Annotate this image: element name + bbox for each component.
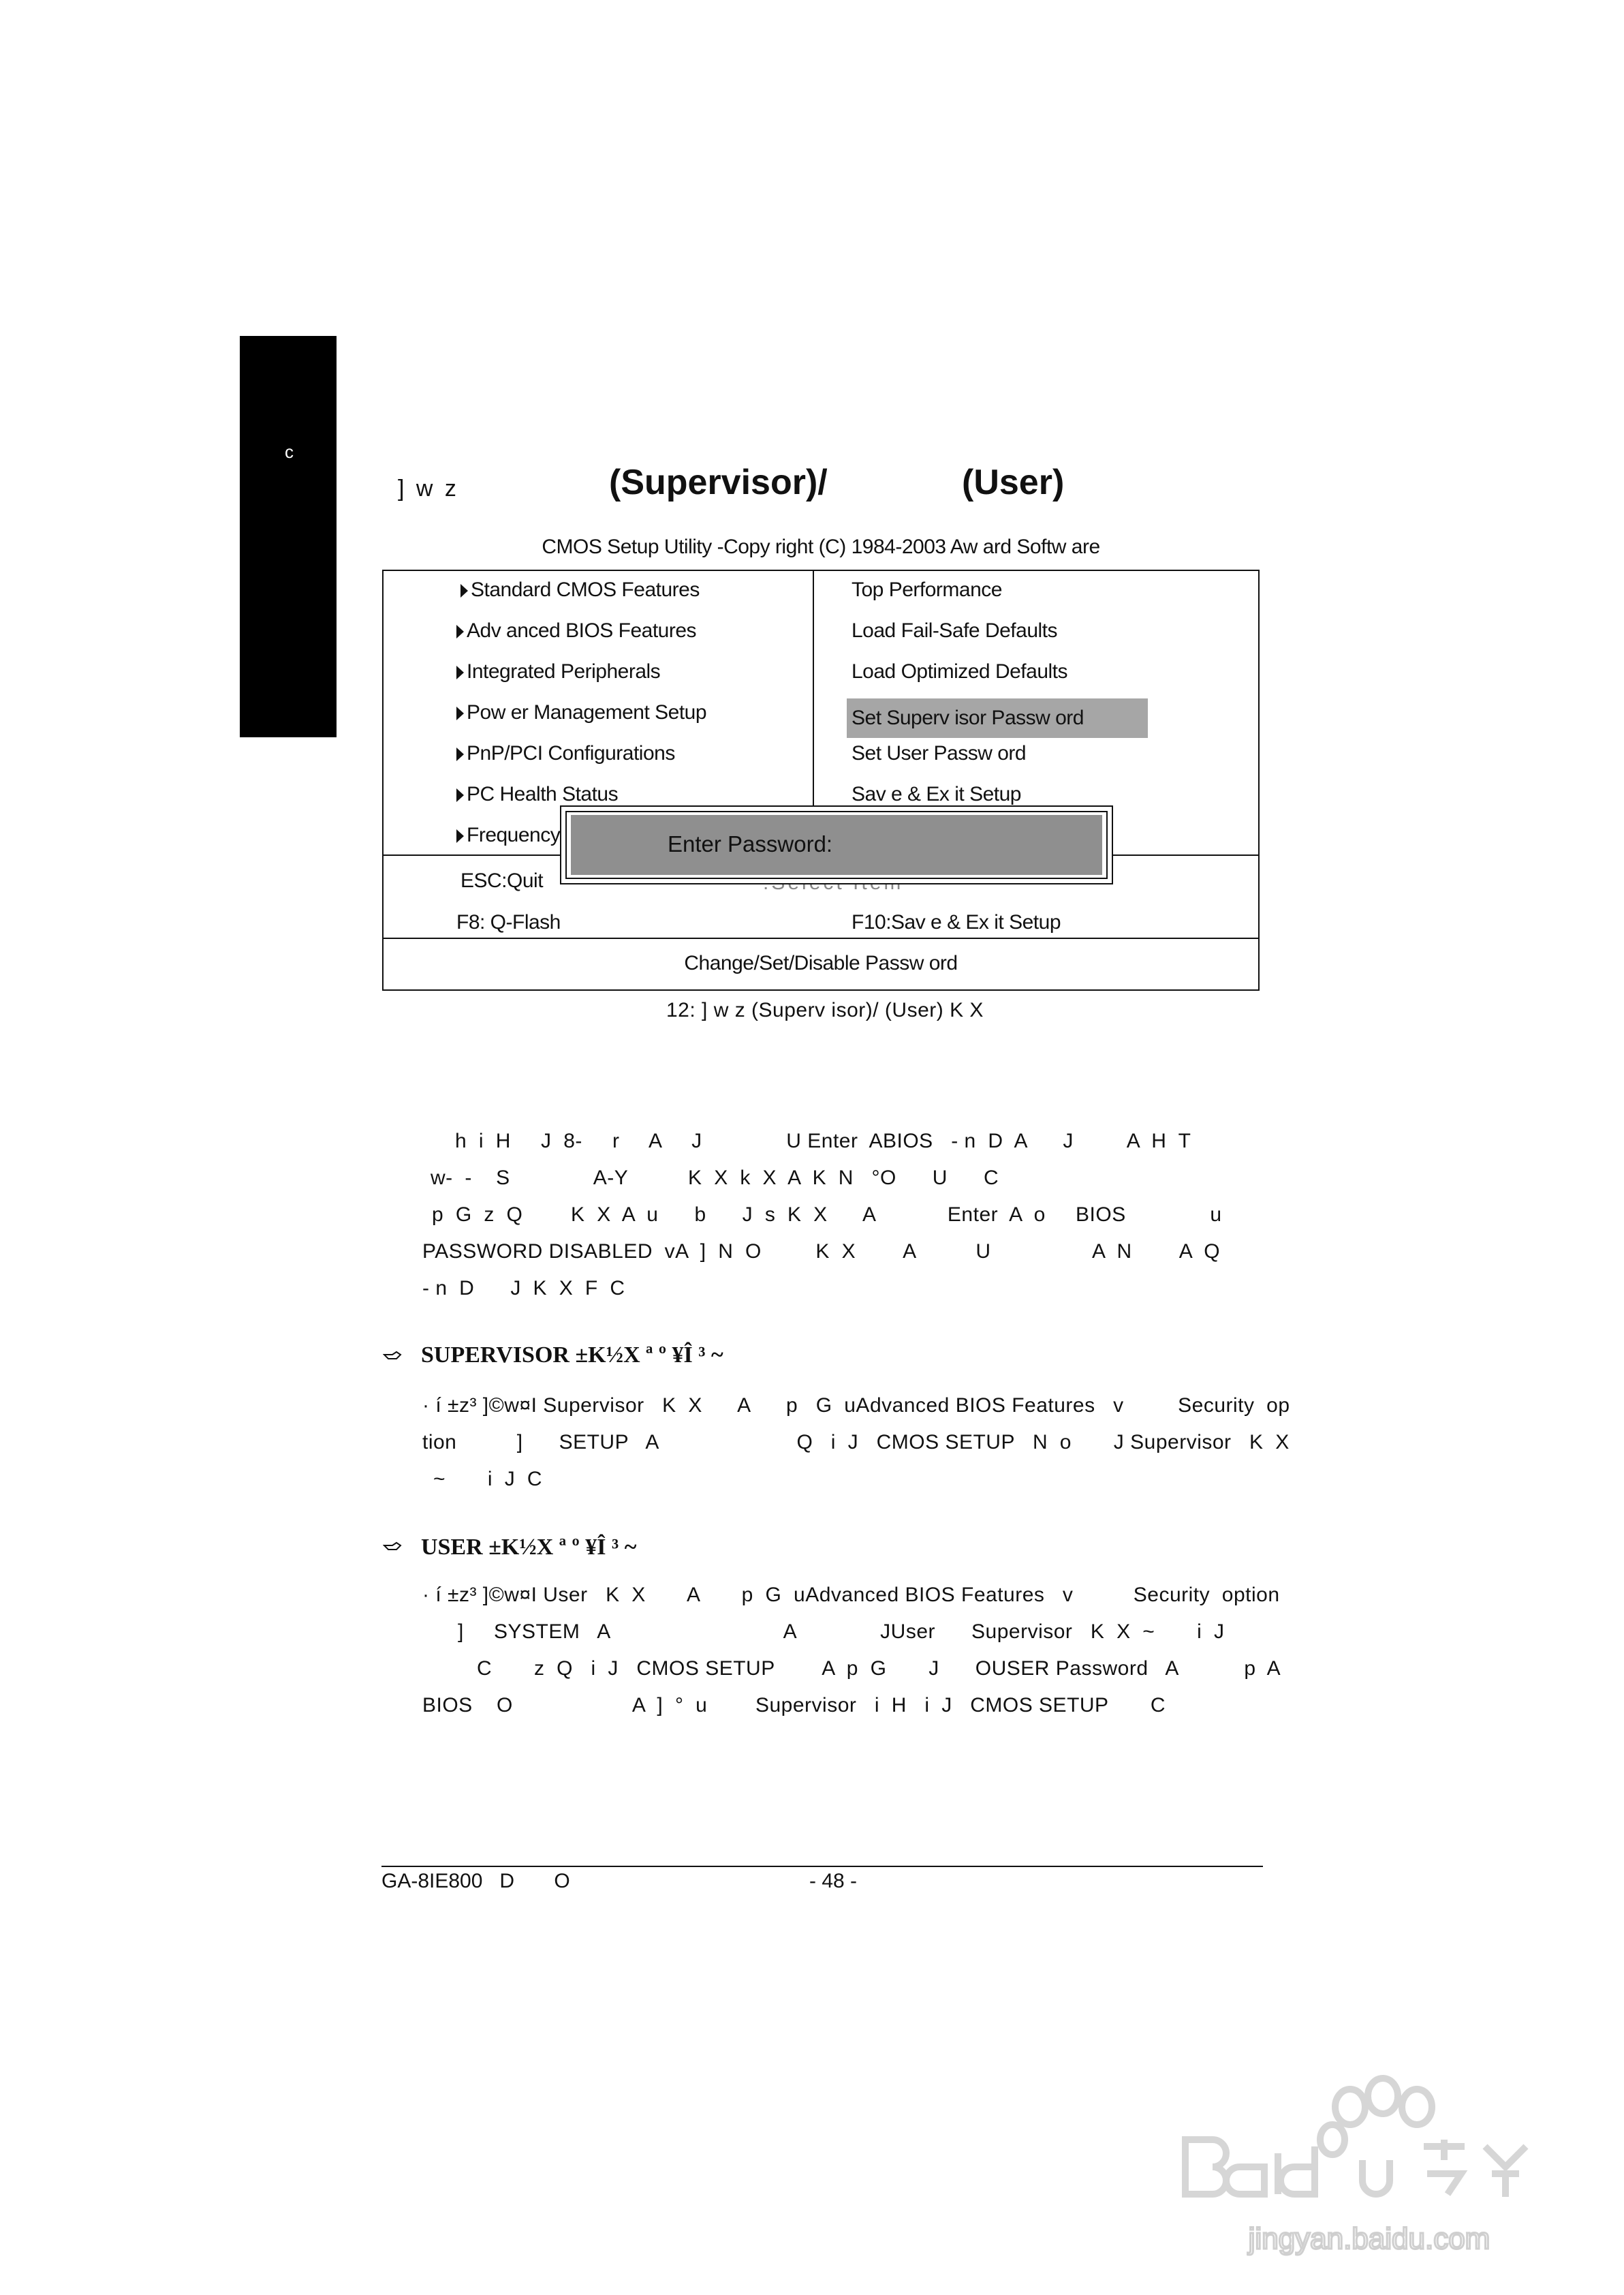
password-input-field[interactable] xyxy=(571,815,1102,875)
user-section-line: BIOS O A ] ° u Supervisor i H i J CMOS SETUP C xyxy=(422,1694,1166,1716)
bios-menu-item-load-optimized[interactable]: Load Optimized Defaults xyxy=(852,660,1068,683)
bios-menu-item-top-performance[interactable]: Top Performance xyxy=(852,579,1002,601)
bios-menu-item-pnp-pci[interactable]: PnP/PCI Configurations xyxy=(456,741,675,766)
bios-key-esc-quit: ESC:Quit xyxy=(460,869,544,892)
bios-menu-item-pc-health[interactable]: PC Health Status xyxy=(456,782,618,807)
section-heading xyxy=(391,455,1086,507)
submenu-arrow-icon xyxy=(456,625,464,638)
body-paragraph-line: h i H J 8- r A J U Enter ABIOS - n D A J A H T xyxy=(455,1130,1191,1152)
bios-menu-item-set-user-password[interactable]: Set User Passw ord xyxy=(852,742,1027,765)
supervisor-section-line: · í ±z³ ]©w¤I Supervisor K X A p G uAdvanced BIOS Features v Security op xyxy=(422,1394,1290,1417)
bios-menu-item-frequency[interactable]: Frequency xyxy=(456,823,560,848)
supervisor-section-line: ~ i J C xyxy=(433,1468,543,1490)
bios-menu-item-power-management[interactable]: Pow er Management Setup xyxy=(456,700,706,725)
footer-model: GA-8IE800 D O xyxy=(381,1870,570,1892)
user-section-line: C z Q i J CMOS SETUP A p G J OUSER Password A p A xyxy=(477,1657,1281,1680)
bios-menu-item-set-supervisor-password[interactable]: Set Superv isor Passw ord xyxy=(852,707,1084,729)
bios-key-f8-qflash: F8: Q-Flash xyxy=(456,911,561,934)
pointing-hand-icon xyxy=(383,1541,402,1555)
body-paragraph-line: PASSWORD DISABLED vA ] N O K X A U A N A Q xyxy=(422,1240,1221,1263)
user-section-line: ] SYSTEM A A JUser Supervisor K X ~ i J xyxy=(458,1620,1225,1643)
supervisor-section-line: tion ] SETUP A Q i J CMOS SETUP N o J Supervisor K X xyxy=(422,1431,1290,1453)
heading-title-user: (User) xyxy=(962,463,1065,502)
supervisor-section-title: SUPERVISOR ±K½X ª º ¥Î ³ ~ xyxy=(421,1342,723,1368)
heading-prefix: ] w z xyxy=(398,476,459,502)
chapter-side-tab-letter: c xyxy=(285,442,294,462)
bios-menu-item-save-exit[interactable]: Sav e & Ex it Setup xyxy=(852,783,1021,805)
submenu-arrow-icon xyxy=(456,829,464,843)
chapter-side-tab xyxy=(240,336,337,737)
figure-caption: 12: ] w z (Superv isor)/ (User) K X xyxy=(666,999,984,1021)
baidu-jingyan-watermark xyxy=(1158,2065,1580,2269)
body-paragraph-line: p G z Q K X A u b J s K X A Enter A o BIOS u xyxy=(432,1203,1222,1226)
svg-text:jingyan.baidu.com: jingyan.baidu.com xyxy=(1248,2222,1490,2255)
footer-page-number: - 48 - xyxy=(809,1870,858,1892)
pointing-hand-icon xyxy=(383,1351,402,1364)
password-dialog-label: Enter Password: xyxy=(668,831,833,857)
user-section-line: · í ±z³ ]©w¤I User K X A p G uAdvanced BIOS Features v Security option xyxy=(422,1584,1280,1606)
bios-menu-item-standard-cmos[interactable]: Standard CMOS Features xyxy=(460,578,700,602)
bios-status-line: Change/Set/Disable Passw ord xyxy=(684,952,958,974)
body-paragraph-line: - n D J K X F C xyxy=(422,1277,625,1299)
heading-title-supervisor: (Supervisor)/ xyxy=(609,463,828,502)
bios-utility-title: CMOS Setup Utility -Copy right (C) 1984-2003 Aw ard Softw are xyxy=(542,536,1100,558)
bios-menu-item-integrated-peripherals[interactable]: Integrated Peripherals xyxy=(456,660,660,684)
bios-divider xyxy=(382,938,1260,939)
bios-menu-item-load-failsafe[interactable]: Load Fail-Safe Defaults xyxy=(852,619,1058,642)
footer-rule xyxy=(381,1866,1263,1867)
submenu-arrow-icon xyxy=(456,707,464,720)
body-paragraph-line: w- - S A-Y K X k X A K N °O U C xyxy=(431,1167,999,1189)
submenu-arrow-icon xyxy=(460,584,468,598)
submenu-arrow-icon xyxy=(456,748,464,761)
bios-key-f10-save-exit: F10:Sav e & Ex it Setup xyxy=(852,911,1061,934)
bios-menu-item-advanced-bios[interactable]: Adv anced BIOS Features xyxy=(456,619,696,643)
submenu-arrow-icon xyxy=(456,666,464,679)
submenu-arrow-icon xyxy=(456,788,464,802)
user-section-title: USER ±K½X ª º ¥Î ³ ~ xyxy=(421,1535,637,1560)
